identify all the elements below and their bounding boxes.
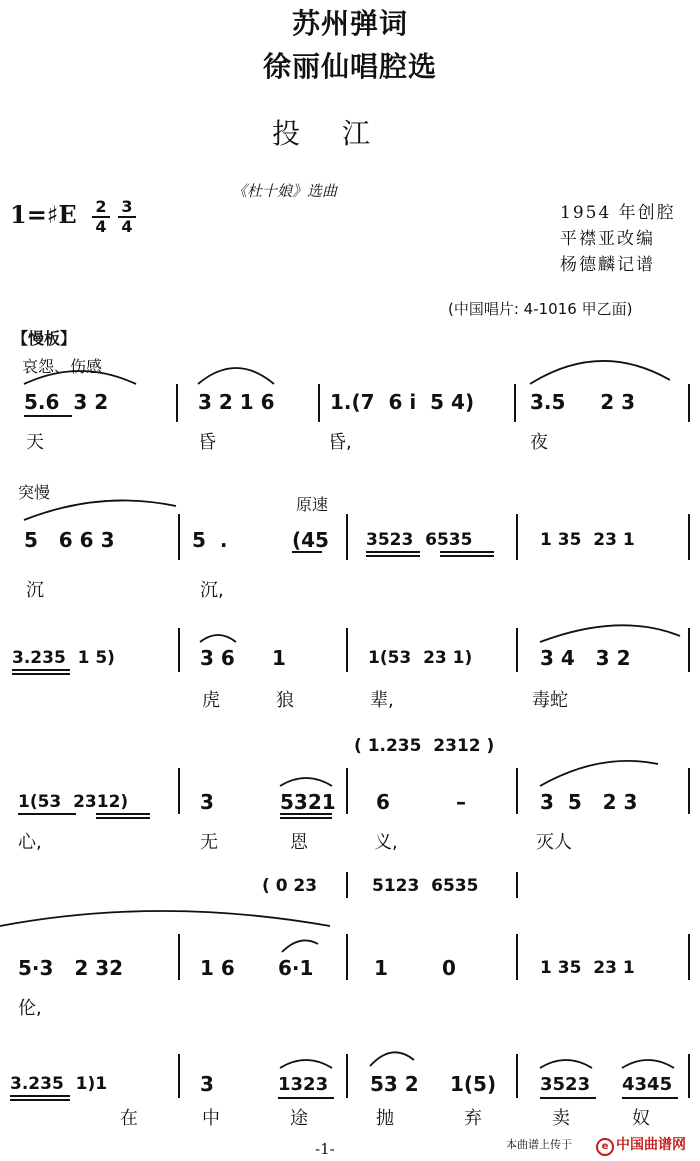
measure-notes: 3.5 2 3: [530, 390, 636, 414]
credit-adapted: 平襟亚改编: [560, 229, 655, 249]
piece-title: 投江: [272, 117, 413, 150]
measure-notes: 6·1: [278, 956, 314, 980]
expression-mark: 哀怨、伤感: [22, 357, 103, 376]
measure-notes: 3523 6535: [366, 530, 473, 550]
lyric: 虎: [202, 690, 220, 711]
upload-note: 本曲谱上传于: [506, 1138, 572, 1151]
measure-notes: 1 35 23 1: [540, 958, 635, 978]
lyric: 毒蛇: [532, 690, 568, 711]
measure-notes: 6: [376, 790, 390, 814]
credit-transcribed: 杨德麟记谱: [560, 255, 655, 275]
measure-notes: 1(53 23 1): [368, 648, 473, 668]
site-name: 中国曲谱网: [616, 1137, 686, 1153]
measure-notes: 3 4 3 2: [540, 646, 631, 670]
key-signature: 1=♯E: [10, 200, 77, 229]
measure-notes: 3.235 1)1: [10, 1074, 108, 1094]
slur: [24, 500, 176, 520]
lyric: 天: [26, 432, 44, 453]
slur: [370, 1052, 414, 1066]
slur: [200, 635, 236, 642]
tempo-mark: 【慢板】: [12, 329, 77, 348]
lyric: 心,: [18, 832, 42, 853]
lyric: 昏,: [328, 432, 352, 453]
slur: [0, 911, 330, 926]
slur: [622, 1060, 674, 1068]
site-logo[interactable]: [596, 1134, 686, 1156]
interlude-notes: 5123 6535: [372, 876, 479, 896]
measure-notes: 5321: [280, 790, 336, 814]
lyric: 在: [120, 1108, 138, 1129]
lyric: 途: [290, 1108, 308, 1129]
lyric: 弃: [464, 1108, 482, 1129]
slur: [530, 361, 670, 384]
interlude-notes: ( 0 23: [262, 876, 318, 896]
measure-notes: 1(5): [450, 1072, 497, 1096]
lyric: 奴: [632, 1108, 650, 1129]
lyric: 抛: [376, 1108, 394, 1129]
page-number: -1-: [315, 1140, 335, 1158]
measure-notes: 3.235 1 5): [12, 648, 115, 668]
slur: [540, 1060, 592, 1068]
measure-notes: 1.(7 6 i 5 4): [330, 390, 475, 414]
measure-notes: 3: [200, 1072, 214, 1096]
lyric: 沉: [26, 580, 44, 601]
lyric: 中: [202, 1108, 220, 1129]
lyric: 沉,: [200, 580, 224, 601]
record-info: (中国唱片: 4-1016 甲乙面): [448, 300, 633, 318]
opera-source: 《杜十娘》选曲: [232, 182, 338, 200]
measure-notes: 3 6: [200, 646, 235, 670]
measure-notes: 5·3 2 32: [18, 956, 124, 980]
collection-title: 苏州弹词: [291, 7, 408, 40]
interlude-notes: ( 1.235 2312 ): [354, 736, 495, 756]
measure-notes: 1323: [278, 1074, 329, 1095]
measure-notes: 5 .: [192, 528, 228, 552]
meter-denominator: 4: [92, 216, 110, 236]
slur: [280, 1060, 332, 1068]
tempo-mark: 原速: [296, 495, 329, 514]
collection-subtitle: 徐丽仙唱腔选: [262, 50, 437, 83]
meter-numerator: 3: [121, 197, 133, 216]
meter-numerator: 2: [95, 197, 107, 216]
expression-mark: 突慢: [18, 483, 51, 502]
slur: [282, 940, 318, 952]
lyric: 伦,: [18, 998, 42, 1019]
lyric: 昏: [198, 432, 216, 453]
credit-composed: 1954 年创腔: [560, 203, 676, 223]
lyric: 灭人: [536, 832, 572, 853]
measure-notes: 3 2 1 6: [198, 390, 275, 414]
lyric: 恩: [290, 832, 308, 853]
measure-notes: 3: [200, 790, 214, 814]
measure-notes: 5 6 6 3: [24, 528, 115, 552]
meter-denominator: 4: [118, 216, 136, 236]
lyric: 夜: [530, 432, 548, 453]
slur: [280, 778, 332, 786]
lyric: 无: [200, 832, 218, 853]
measure-notes: 4345: [622, 1074, 673, 1095]
measure-notes: –: [456, 790, 466, 814]
measure-notes: 1 6: [200, 956, 235, 980]
measure-notes: 1 35 23 1: [540, 530, 635, 550]
slur: [24, 371, 136, 384]
lyric: 辈,: [370, 690, 394, 711]
slur: [540, 625, 680, 642]
measure-notes: 53 2: [370, 1072, 419, 1096]
lyric: 卖: [552, 1108, 570, 1129]
site-logo-icon: e: [596, 1138, 614, 1156]
measure-notes: (45: [292, 528, 329, 552]
slur: [198, 368, 274, 384]
measure-notes: 1(53 2312): [18, 792, 129, 812]
measure-notes: 0: [442, 956, 456, 980]
measure-notes: 1: [374, 956, 388, 980]
lyric: 义,: [374, 832, 398, 853]
lyric: 狼: [276, 690, 294, 711]
measure-notes: 5.6 3 2: [24, 390, 109, 414]
measure-notes: 1: [272, 646, 286, 670]
measure-notes: 3 5 2 3: [540, 790, 638, 814]
slur: [540, 761, 658, 786]
measure-notes: 3523: [540, 1074, 591, 1095]
